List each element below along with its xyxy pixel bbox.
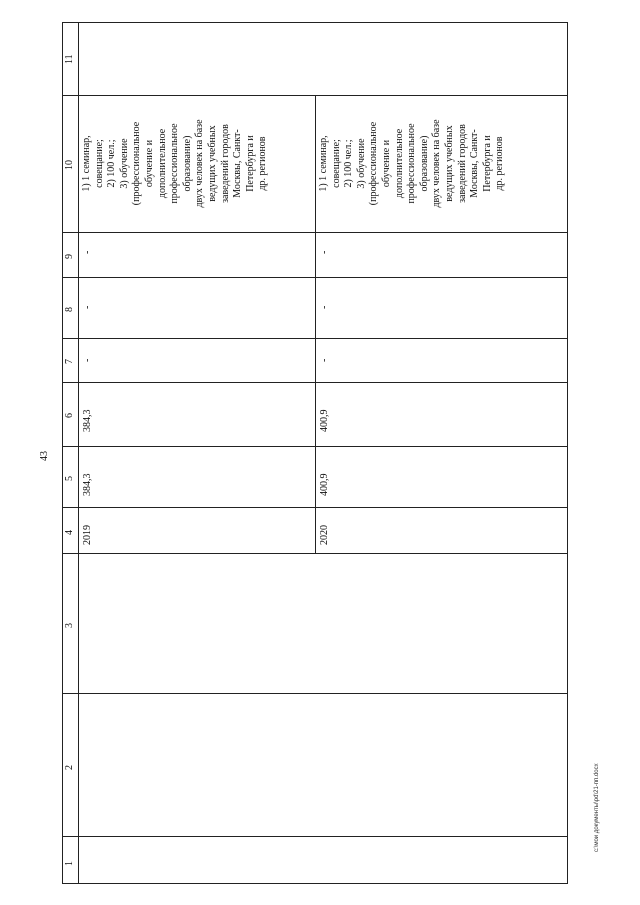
row-2019-col5: 384,3 xyxy=(82,473,93,496)
footer-file-path: c:\мои документы\pd\21-пп.docx xyxy=(594,763,600,852)
col-number-10: 10 xyxy=(64,160,75,170)
col-number-1: 1 xyxy=(64,861,75,866)
row-2019-col7: - xyxy=(82,358,93,362)
col-number-7: 7 xyxy=(64,359,75,364)
row-2020-year: 2020 xyxy=(319,525,330,545)
row-separator xyxy=(315,95,316,553)
col-number-6: 6 xyxy=(64,413,75,418)
col-number-4: 4 xyxy=(64,530,75,535)
row-2019-year: 2019 xyxy=(82,525,93,545)
row-2019-description: 1) 1 семинар, совещание; 2) 100 чел.; 3) обучение (профессиональное обучение и дополнительное профессиональное образование) двух человек на базе ведущих учебных заведений городов Москвы, Санкт- Петербурга и др. регионов xyxy=(81,119,269,208)
col-number-9: 9 xyxy=(64,254,75,259)
row-2020-col6: 400,9 xyxy=(319,409,330,432)
row-2020-col8: - xyxy=(319,305,330,309)
row-2020-col9: - xyxy=(319,250,330,254)
row-2020-description: 1) 1 семинар, совещание; 2) 100 чел.; 3) обучение (профессиональное обучение и дополнительное профессиональное образование) двух человек на базе ведущих учебных заведений городов Москвы, Санкт- Петербурга и др. регионов xyxy=(318,119,506,208)
col-boundary-3-2 xyxy=(62,693,568,694)
col-boundary-2-1 xyxy=(62,836,568,837)
col-number-11: 11 xyxy=(64,54,75,64)
row-2019-col8: - xyxy=(82,305,93,309)
col-number-2: 2 xyxy=(64,765,75,770)
col-number-3: 3 xyxy=(64,623,75,628)
col-number-8: 8 xyxy=(64,307,75,312)
row-2019-col9: - xyxy=(82,250,93,254)
col-boundary-4-3 xyxy=(62,553,568,554)
col-number-5: 5 xyxy=(64,476,75,481)
row-2019-col6: 384,3 xyxy=(82,409,93,432)
header-strip-divider xyxy=(78,22,79,884)
row-2020-col5: 400,9 xyxy=(319,473,330,496)
row-2020-col7: - xyxy=(319,358,330,362)
